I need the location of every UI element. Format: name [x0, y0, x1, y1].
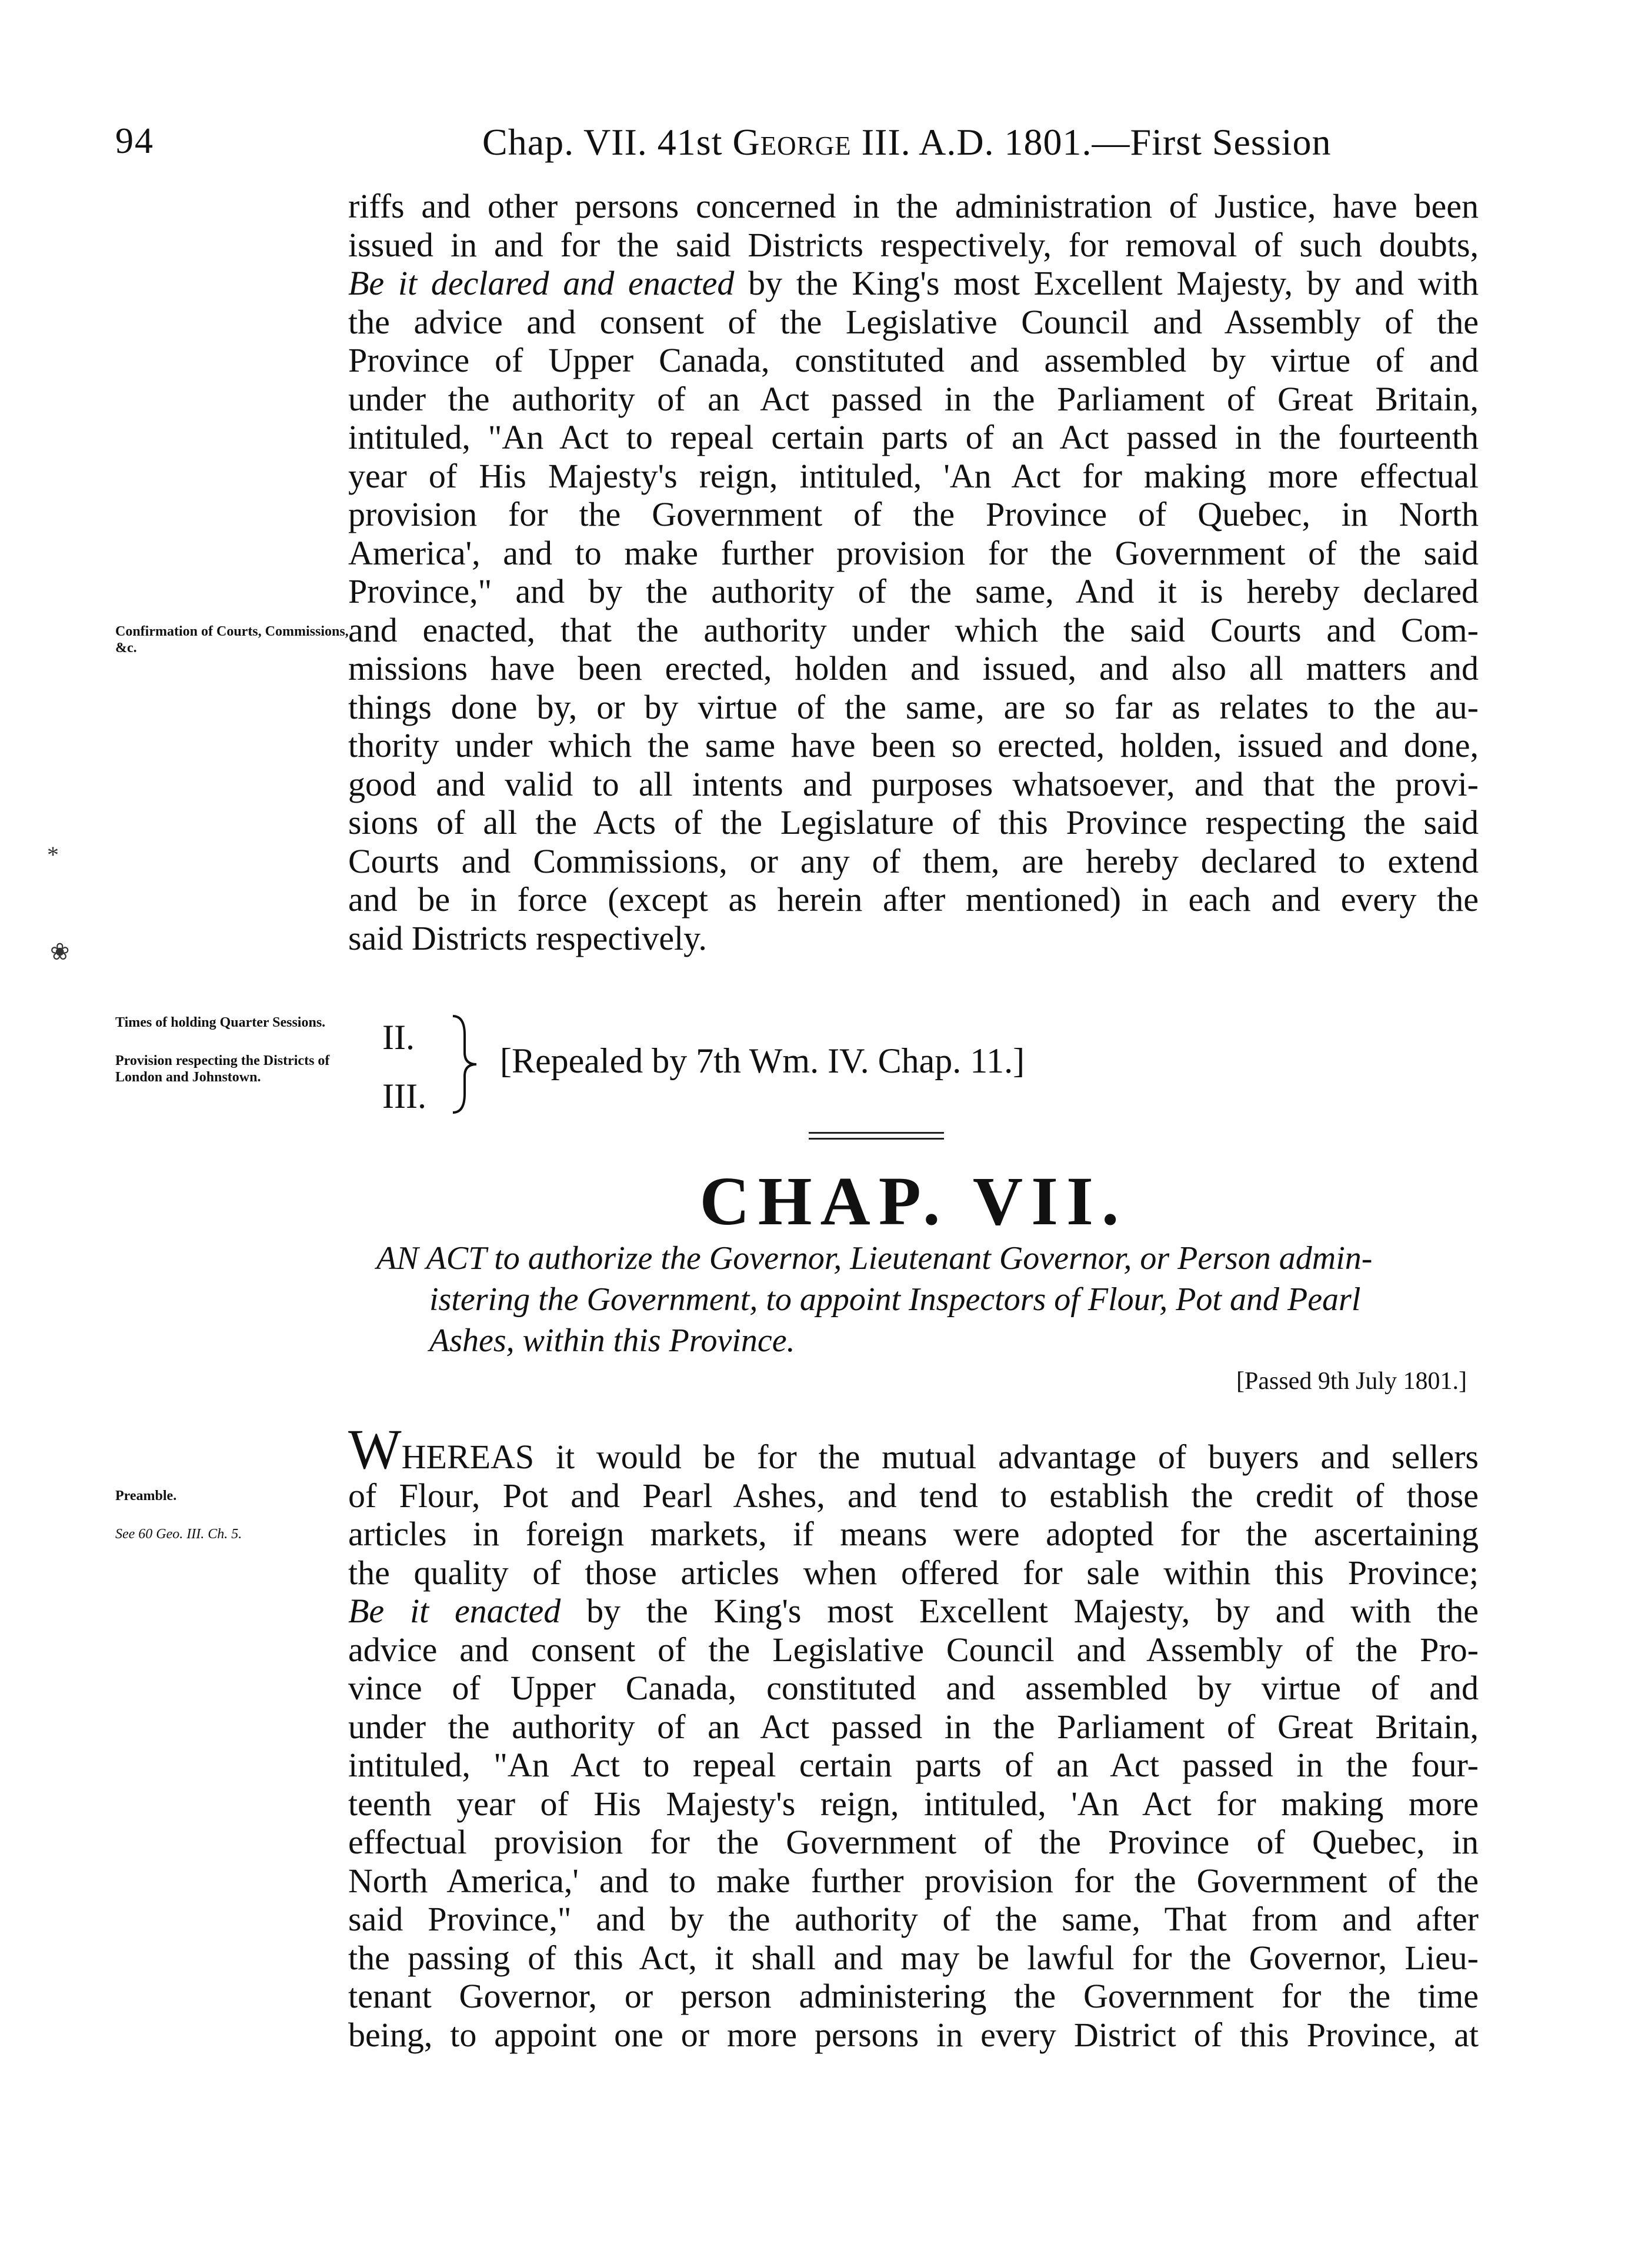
text-line: Province of Upper Canada, constituted and assembled by virtue of and — [348, 341, 1479, 379]
italic-phrase: Be it enacted — [348, 1592, 561, 1630]
running-title-part: III. A.D. 1801.—First Session — [851, 121, 1332, 163]
text-line: said Province," and by the authority of the same, That from and after — [348, 1900, 1479, 1938]
text-line: sions of all the Acts of the Legislature of this Province respecting the said — [348, 803, 1479, 841]
text-line: America', and to make further provision for the Government of the said — [348, 533, 1479, 572]
divider-rule — [809, 1132, 944, 1134]
text-line: year of His Majesty's reign, intituled, 'An Act for making more effectual — [348, 456, 1479, 495]
ink-speck: * — [47, 841, 59, 868]
text-line: being, to appoint one or more persons in every District of this Province, at — [348, 2015, 1479, 2054]
drop-cap: W — [348, 1418, 402, 1481]
act-title — [376, 1238, 1479, 1361]
running-title — [482, 121, 1332, 164]
preamble-paragraph — [348, 1418, 1479, 2054]
text-line: of Flour, Pot and Pearl Ashes, and tend to establish the credit of those — [348, 1476, 1479, 1515]
text-line: effectual provision for the Government of the Province of Quebec, in — [348, 1823, 1479, 1861]
text-line-rest: HEREAS it would be for the mutual advantage of buyers and sellers — [401, 1438, 1479, 1476]
act-title-line: AN ACT to authorize the Governor, Lieutenant Governor, or Person admin- — [376, 1240, 1373, 1277]
text-line: and enacted, that the authority under which the said Courts and Com- — [348, 610, 1479, 649]
text-line: provision for the Government of the Province of Quebec, in North — [348, 495, 1479, 533]
text-line — [348, 264, 1479, 303]
text-line: the advice and consent of the Legislative Council and Assembly of the — [348, 302, 1479, 341]
text-line — [348, 1418, 1479, 1481]
preamble-text — [348, 1418, 1479, 2054]
text-line: articles in foreign markets, if means were adopted for the ascertaining — [348, 1515, 1479, 1553]
text-line-rest: by the King's most Excellent Majesty, by and with the — [586, 1592, 1479, 1630]
text-line — [348, 1592, 1479, 1631]
text-line: thority under which the same have been so erected, holden, issued and done, — [348, 726, 1479, 764]
margin-note-preamble: Preamble. — [115, 1488, 177, 1504]
italic-phrase: Be it declared and enacted — [348, 264, 735, 302]
text-line: teenth year of His Majesty's reign, intituled, 'An Act for making more — [348, 1784, 1479, 1823]
running-title-part: Chap. VII. 41st — [482, 121, 733, 163]
section-one-text — [348, 187, 1479, 957]
text-line: things done by, or by virtue of the same, are so far as relates to the au- — [348, 687, 1479, 726]
margin-note-london-johnstown: Provision respecting the Districts of London and Johnstown. — [115, 1053, 330, 1085]
repealed-sections — [382, 1011, 1441, 1123]
text-line: advice and consent of the Legislative Council and Assembly of the Pro- — [348, 1630, 1479, 1669]
text-line: riffs and other persons concerned in the administration of Justice, have been — [348, 187, 1479, 225]
running-head — [0, 121, 1628, 173]
text-line: Courts and Commissions, or any of them, are hereby declared to extend — [348, 841, 1479, 880]
margin-note-confirmation: Confirmation of Courts, Commissions, &c. — [115, 624, 349, 656]
text-line: said Districts respectively. — [348, 918, 707, 957]
running-title-george: George — [732, 121, 852, 163]
divider-rule — [809, 1138, 944, 1140]
text-line: under the authority of an Act passed in the Parliament of Great Britain, — [348, 1707, 1479, 1746]
repealed-note: [Repealed by 7th Wm. IV. Chap. 11.] — [500, 1041, 1025, 1080]
curly-brace-icon — [447, 1011, 482, 1117]
text-line-rest: by the King's most Excellent Majesty, by and with — [748, 264, 1479, 302]
page-number: 94 — [115, 121, 154, 161]
text-line: intituled, "An Act to repeal certain parts of an Act passed in the fourteenth — [348, 418, 1479, 456]
passed-date: [Passed 9th July 1801.] — [1236, 1368, 1467, 1395]
text-line: issued in and for the said Districts respectively, for removal of such doubts, — [348, 225, 1479, 264]
text-line: and be in force (except as herein after mentioned) in each and every the — [348, 880, 1479, 918]
text-line: Province," and by the authority of the same, And it is hereby declared — [348, 572, 1479, 610]
ink-speck: ❀ — [50, 938, 70, 965]
act-title-line: Ashes, within this Province. — [429, 1322, 795, 1359]
text-line: good and valid to all intents and purposes whatsoever, and that the provi- — [348, 764, 1479, 803]
text-line: tenant Governor, or person administering the Government for the time — [348, 1977, 1479, 2015]
text-line: North America,' and to make further provision for the Government of the — [348, 1861, 1479, 1900]
text-line: missions have been erected, holden and issued, and also all matters and — [348, 649, 1479, 687]
section-number-iii: III. — [382, 1077, 426, 1115]
margin-note-quarter-sessions: Times of holding Quarter Sessions. — [115, 1015, 326, 1030]
margin-note-see-reference: See 60 Geo. III. Ch. 5. — [115, 1527, 242, 1542]
chapter-title: CHAP. VII. — [699, 1163, 1127, 1240]
section-one-paragraph — [348, 187, 1479, 957]
text-line: under the authority of an Act passed in the Parliament of Great Britain, — [348, 379, 1479, 418]
text-line: intituled, "An Act to repeal certain parts of an Act passed in the four- — [348, 1746, 1479, 1784]
section-number-ii: II. — [382, 1018, 415, 1057]
text-line: the passing of this Act, it shall and may be lawful for the Governor, Lieu- — [348, 1938, 1479, 1977]
text-line: the quality of those articles when offered for sale within this Province; — [348, 1553, 1479, 1592]
act-title-line: istering the Government, to appoint Inspectors of Flour, Pot and Pearl — [429, 1281, 1361, 1318]
text-line: vince of Upper Canada, constituted and assembled by virtue of and — [348, 1669, 1479, 1707]
